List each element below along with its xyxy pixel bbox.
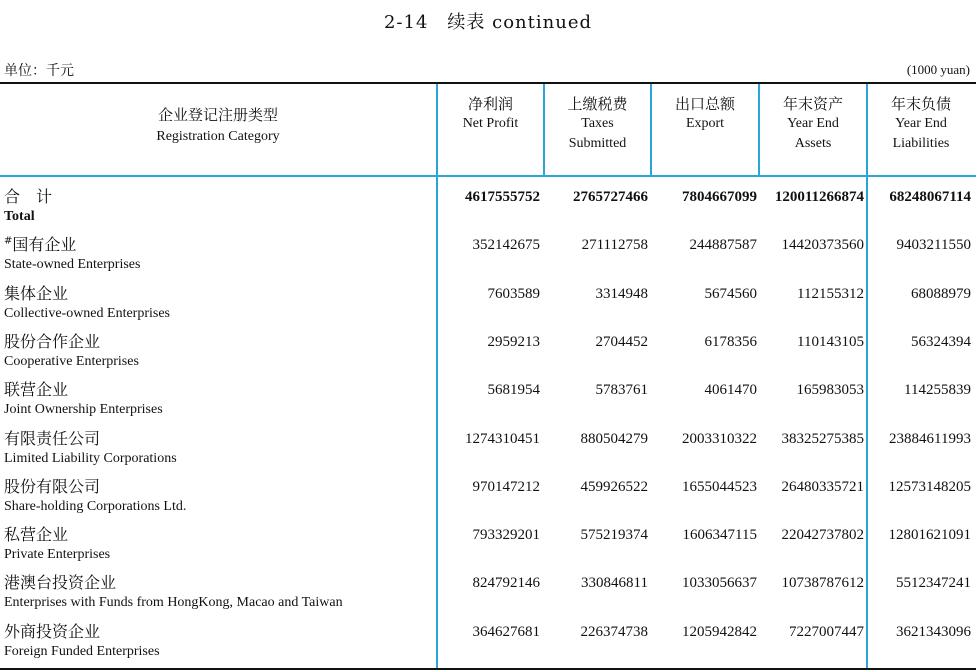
cell-value: 824792146 [472,575,540,592]
cell-value: 1274310451 [465,430,540,447]
cell-value: 26480335721 [781,478,864,495]
cell-value: 1205942842 [682,623,757,640]
column-header-zh: 净利润 [467,95,513,113]
cell-value: 112155312 [797,285,864,302]
cell-value: 7804667099 [682,189,757,205]
row-label-zh-text: 外商投资企业 [4,621,101,641]
cell-value: 68088979 [911,285,971,302]
row-label-zh [4,474,100,497]
cell-value: 364627681 [472,623,540,640]
top-rule [0,82,976,84]
cell-value: 2003310322 [682,430,757,447]
column-header-en1: Net Profit [462,116,519,131]
column-header-zh: 年末资产 [782,95,843,113]
cell-value: 12801621091 [888,527,971,544]
table-row [0,570,976,618]
row-label-en: Enterprises with Funds from HongKong, Macao and Taiwan [4,595,343,611]
row-label-zh [4,281,68,304]
header-rule [0,175,976,177]
row-label-en: Foreign Funded Enterprises [4,643,160,659]
row-label-zh [4,329,100,352]
cell-value: 459926522 [580,478,648,495]
category-header-zh: 企业登记注册类型 [157,106,278,124]
unit-label-en: (1000 yuan) [906,62,970,77]
column-header [652,94,758,134]
row-label-zh-text: 私营企业 [4,525,69,545]
cell-value: 575219374 [580,527,648,544]
cell-value: 2959213 [487,333,540,350]
column-header-en2: Submitted [568,136,627,151]
row-label-zh-text: 港澳台投资企业 [4,573,117,593]
cell-value: 114255839 [904,382,971,399]
column-header [438,94,543,134]
cell-value: 10738787612 [781,575,864,592]
column-header [760,94,866,154]
cell-value: 7603589 [487,285,540,302]
row-label-zh-text: 集体企业 [4,283,69,303]
row-label-zh [4,522,68,545]
cell-value: 23884611993 [889,430,971,447]
table-row [0,281,976,329]
row-label-en: State-owned Enterprises [4,257,141,273]
column-header [545,94,650,154]
row-label-zh [4,232,76,255]
cell-value: 7227007447 [789,623,864,640]
row-label-zh [4,426,100,449]
cell-value: 110143105 [797,333,864,350]
cell-value: 5674560 [704,285,757,302]
row-label-en: Joint Ownership Enterprises [4,402,163,418]
cell-value: 970147212 [472,478,540,495]
table-title: 2-14 续表 continued [383,12,593,33]
cell-value: 4617555752 [465,189,540,205]
cell-value: 793329201 [472,527,540,544]
row-label-en: Cooperative Enterprises [4,353,139,369]
cell-value: 12573148205 [888,478,971,495]
cell-value: 2704452 [595,333,648,350]
row-label-en: Collective-owned Enterprises [4,305,171,321]
cell-value: 5783761 [595,382,648,399]
cell-value: 14420373560 [781,237,864,254]
cell-value: 120011266874 [774,189,864,205]
row-label-zh [4,619,100,642]
column-header-en2: Liabilities [892,136,950,151]
row-label-zh-text: 合 计 [4,187,53,206]
cell-value: 38325275385 [781,430,864,447]
cell-value: 68248067114 [889,189,971,205]
row-label-zh [4,570,116,593]
cell-value: 1655044523 [682,478,757,495]
table-row [0,232,976,280]
row-label-zh-text: 国有企业 [12,235,77,255]
table-row [0,184,976,232]
row-label-zh [4,184,52,207]
column-header-zh: 年末负债 [890,95,951,113]
column-header-en1: Taxes [581,116,614,131]
cell-value: 5681954 [487,382,540,399]
cell-value: 2765727466 [573,189,648,205]
row-label-en: Total [4,209,35,224]
column-header-en2: Assets [794,136,832,151]
unit-label-zh: 单位：千元 [4,63,74,79]
cell-value: 226374738 [580,623,648,640]
cell-value: 56324394 [911,333,971,350]
category-header-en: Registration Category [156,129,280,144]
table-row [0,474,976,522]
row-label-zh-text: 有限责任公司 [4,428,101,448]
cell-value: 330846811 [581,575,648,592]
cell-value: 5512347241 [896,575,971,592]
cell-value: 6178356 [704,333,757,350]
table-row [0,619,976,667]
column-header-en1: Year End [895,116,947,131]
cell-value: 3621343096 [896,623,971,640]
cell-value: 9403211550 [896,237,971,254]
column-header-zh: 出口总额 [674,95,735,113]
row-label-zh-text: 股份合作企业 [4,331,101,351]
column-header-zh: 上缴税费 [567,95,628,113]
row-label-en: Limited Liability Corporations [4,450,177,466]
cell-value: 244887587 [689,237,757,254]
category-header [0,104,436,148]
cell-value: 352142675 [472,237,540,254]
column-header [868,94,974,154]
cell-value: 1033056637 [682,575,757,592]
cell-value: 4061470 [704,382,757,399]
column-header-en1: Export [685,116,725,131]
table-row [0,377,976,425]
table-row [0,329,976,377]
row-label-zh-text: 股份有限公司 [4,476,101,496]
cell-value: 165983053 [796,382,864,399]
footnote-mark: # [4,235,13,247]
column-header-en1: Year End [787,116,839,131]
row-label-en: Share-holding Corporations Ltd. [4,498,187,514]
row-label-en: Private Enterprises [4,547,111,563]
table-row [0,426,976,474]
row-label-zh-text: 联营企业 [4,380,69,400]
cell-value: 880504279 [580,430,648,447]
table-row [0,522,976,570]
cell-value: 1606347115 [682,527,757,544]
row-label-zh [4,377,68,400]
cell-value: 271112758 [581,237,648,254]
cell-value: 3314948 [595,285,648,302]
bottom-rule [0,668,976,670]
cell-value: 22042737802 [781,527,864,544]
